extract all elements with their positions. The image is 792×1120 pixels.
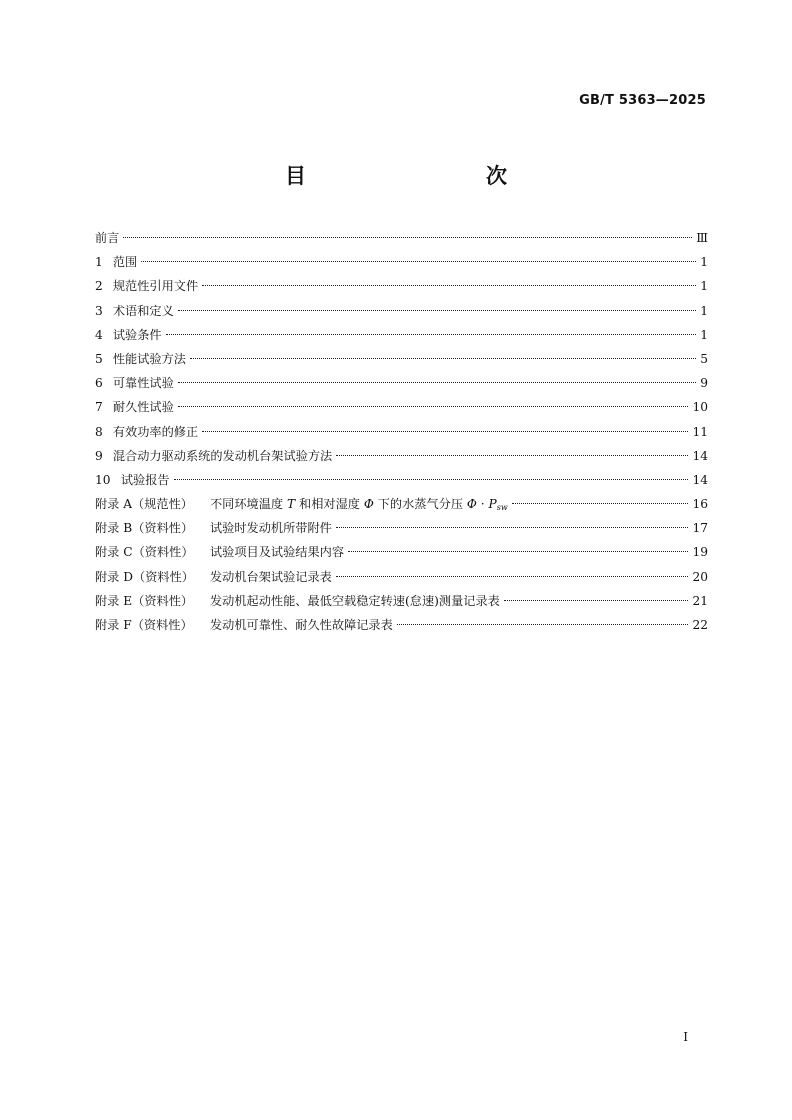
appendix-prefix: 附录 D（资料性） (95, 569, 194, 584)
toc-entry-label: 3 术语和定义 (95, 299, 174, 323)
toc-entry-number: 7 (95, 400, 103, 415)
toc-entry-page: 5 (700, 351, 708, 366)
appendix-prefix: 附录 F（资料性） (95, 618, 193, 632)
toc-entry-8[interactable] (95, 420, 708, 444)
table-of-contents (95, 226, 708, 637)
toc-entry-page: 11 (692, 424, 708, 439)
toc-entry-label: 10 试验报告 (95, 468, 170, 492)
toc-entry-appendix-a[interactable] (95, 492, 708, 516)
toc-entry-4[interactable] (95, 323, 708, 347)
toc-entry-page: 14 (692, 448, 708, 463)
toc-entry-number: 3 (95, 303, 103, 318)
dot-leader (178, 406, 689, 407)
dot-leader (336, 576, 689, 577)
toc-entry-label: 2 规范性引用文件 (95, 274, 198, 298)
toc-entry-page: 22 (692, 618, 708, 632)
toc-entry-appendix-f[interactable] (95, 613, 708, 637)
toc-entry-page: 9 (700, 376, 708, 391)
toc-entry-9[interactable] (95, 444, 708, 468)
toc-entry-label: 附录 F（资料性） 发动机可靠性、耐久性故障记录表 (95, 613, 393, 637)
toc-entry-page: 14 (692, 472, 708, 487)
appendix-prefix: 附录 E（资料性） (95, 593, 194, 608)
subscript-sw: sw (496, 503, 508, 513)
dot-leader (202, 431, 688, 432)
toc-entry-number: 4 (95, 327, 103, 342)
toc-entry-label: 附录 E（资料性） 发动机起动性能、最低空载稳定转速(怠速)测量记录表 (95, 589, 500, 613)
toc-entry-page: 21 (692, 593, 708, 608)
toc-entry-page: 10 (692, 400, 708, 415)
variable-p: P (488, 497, 497, 512)
toc-entry-1[interactable] (95, 250, 708, 274)
toc-entry-label: 7 耐久性试验 (95, 395, 174, 419)
page-number: I (683, 1030, 688, 1044)
toc-entry-number: 9 (95, 448, 103, 463)
toc-entry-label: 1 范围 (95, 250, 137, 274)
dot-leader (141, 261, 696, 262)
toc-entry-10[interactable] (95, 468, 708, 492)
toc-entry-page: 17 (692, 521, 708, 536)
dot-leader (190, 358, 696, 359)
toc-entry-appendix-e[interactable] (95, 589, 708, 613)
toc-entry-appendix-c[interactable] (95, 540, 708, 564)
dot-leader (178, 382, 696, 383)
toc-entry-label: 前言 (95, 231, 120, 245)
toc-entry-label: 附录 D（资料性） 发动机台架试验记录表 (95, 565, 332, 589)
toc-entry-foreword[interactable] (95, 226, 708, 250)
toc-entry-page: 1 (700, 255, 708, 270)
toc-entry-label: 附录 B（资料性） 试验时发动机所带附件 (95, 516, 332, 540)
toc-entry-label: 6 可靠性试验 (95, 371, 174, 395)
dot-leader (512, 503, 689, 504)
appendix-prefix: 附录 A（规范性） (95, 497, 193, 512)
dot-leader (178, 310, 696, 311)
toc-entry-number: 5 (95, 351, 103, 366)
toc-entry-number: 8 (95, 424, 103, 439)
dot-leader (336, 455, 688, 456)
standard-code: GB/T 5363—2025 (579, 93, 706, 108)
toc-entry-7[interactable] (95, 395, 708, 419)
toc-entry-number: 1 (95, 255, 103, 270)
toc-entry-5[interactable] (95, 347, 708, 371)
toc-entry-label: 9 混合动力驱动系统的发动机台架试验方法 (95, 444, 332, 468)
appendix-prefix: 附录 C（资料性） (95, 545, 194, 560)
toc-entry-6[interactable] (95, 371, 708, 395)
page-title: 目 次 (285, 164, 553, 188)
toc-entry-page: 16 (692, 497, 708, 512)
toc-entry-page: Ⅲ (696, 231, 708, 245)
toc-entry-label: 附录 C（资料性） 试验项目及试验结果内容 (95, 540, 344, 564)
toc-entry-number: 6 (95, 376, 103, 391)
dot-leader (166, 334, 697, 335)
dot-leader (336, 527, 689, 528)
toc-entry-label: 附录 A（规范性） 不同环境温度 T 和相对湿度 Φ 下的水蒸气分压 $\Phi \cdot P_{sw}$ (95, 492, 508, 520)
toc-entry-page: 1 (700, 327, 708, 342)
toc-entry-label: 4 试验条件 (95, 323, 162, 347)
appendix-prefix: 附录 B（资料性） (95, 521, 194, 536)
dot-leader (348, 551, 688, 552)
toc-entry-appendix-d[interactable] (95, 565, 708, 589)
toc-entry-label: 8 有效功率的修正 (95, 420, 198, 444)
variable-phi: Φ (466, 497, 477, 512)
dot-leader (397, 624, 689, 625)
variable-t: T (287, 497, 296, 512)
toc-entry-number: 2 (95, 279, 103, 294)
toc-entry-page: 20 (692, 569, 708, 584)
dot-leader (174, 479, 689, 480)
dot-leader (202, 285, 696, 286)
toc-entry-page: 1 (700, 279, 708, 294)
toc-entry-number: 10 (95, 472, 111, 487)
toc-entry-3[interactable] (95, 299, 708, 323)
toc-entry-2[interactable] (95, 274, 708, 298)
toc-entry-page: 1 (700, 303, 708, 318)
dot-leader (504, 600, 689, 601)
toc-entry-page: 19 (692, 545, 708, 560)
dot-leader (123, 237, 692, 238)
toc-entry-label: 5 性能试验方法 (95, 347, 186, 371)
variable-phi: Φ (363, 497, 374, 512)
